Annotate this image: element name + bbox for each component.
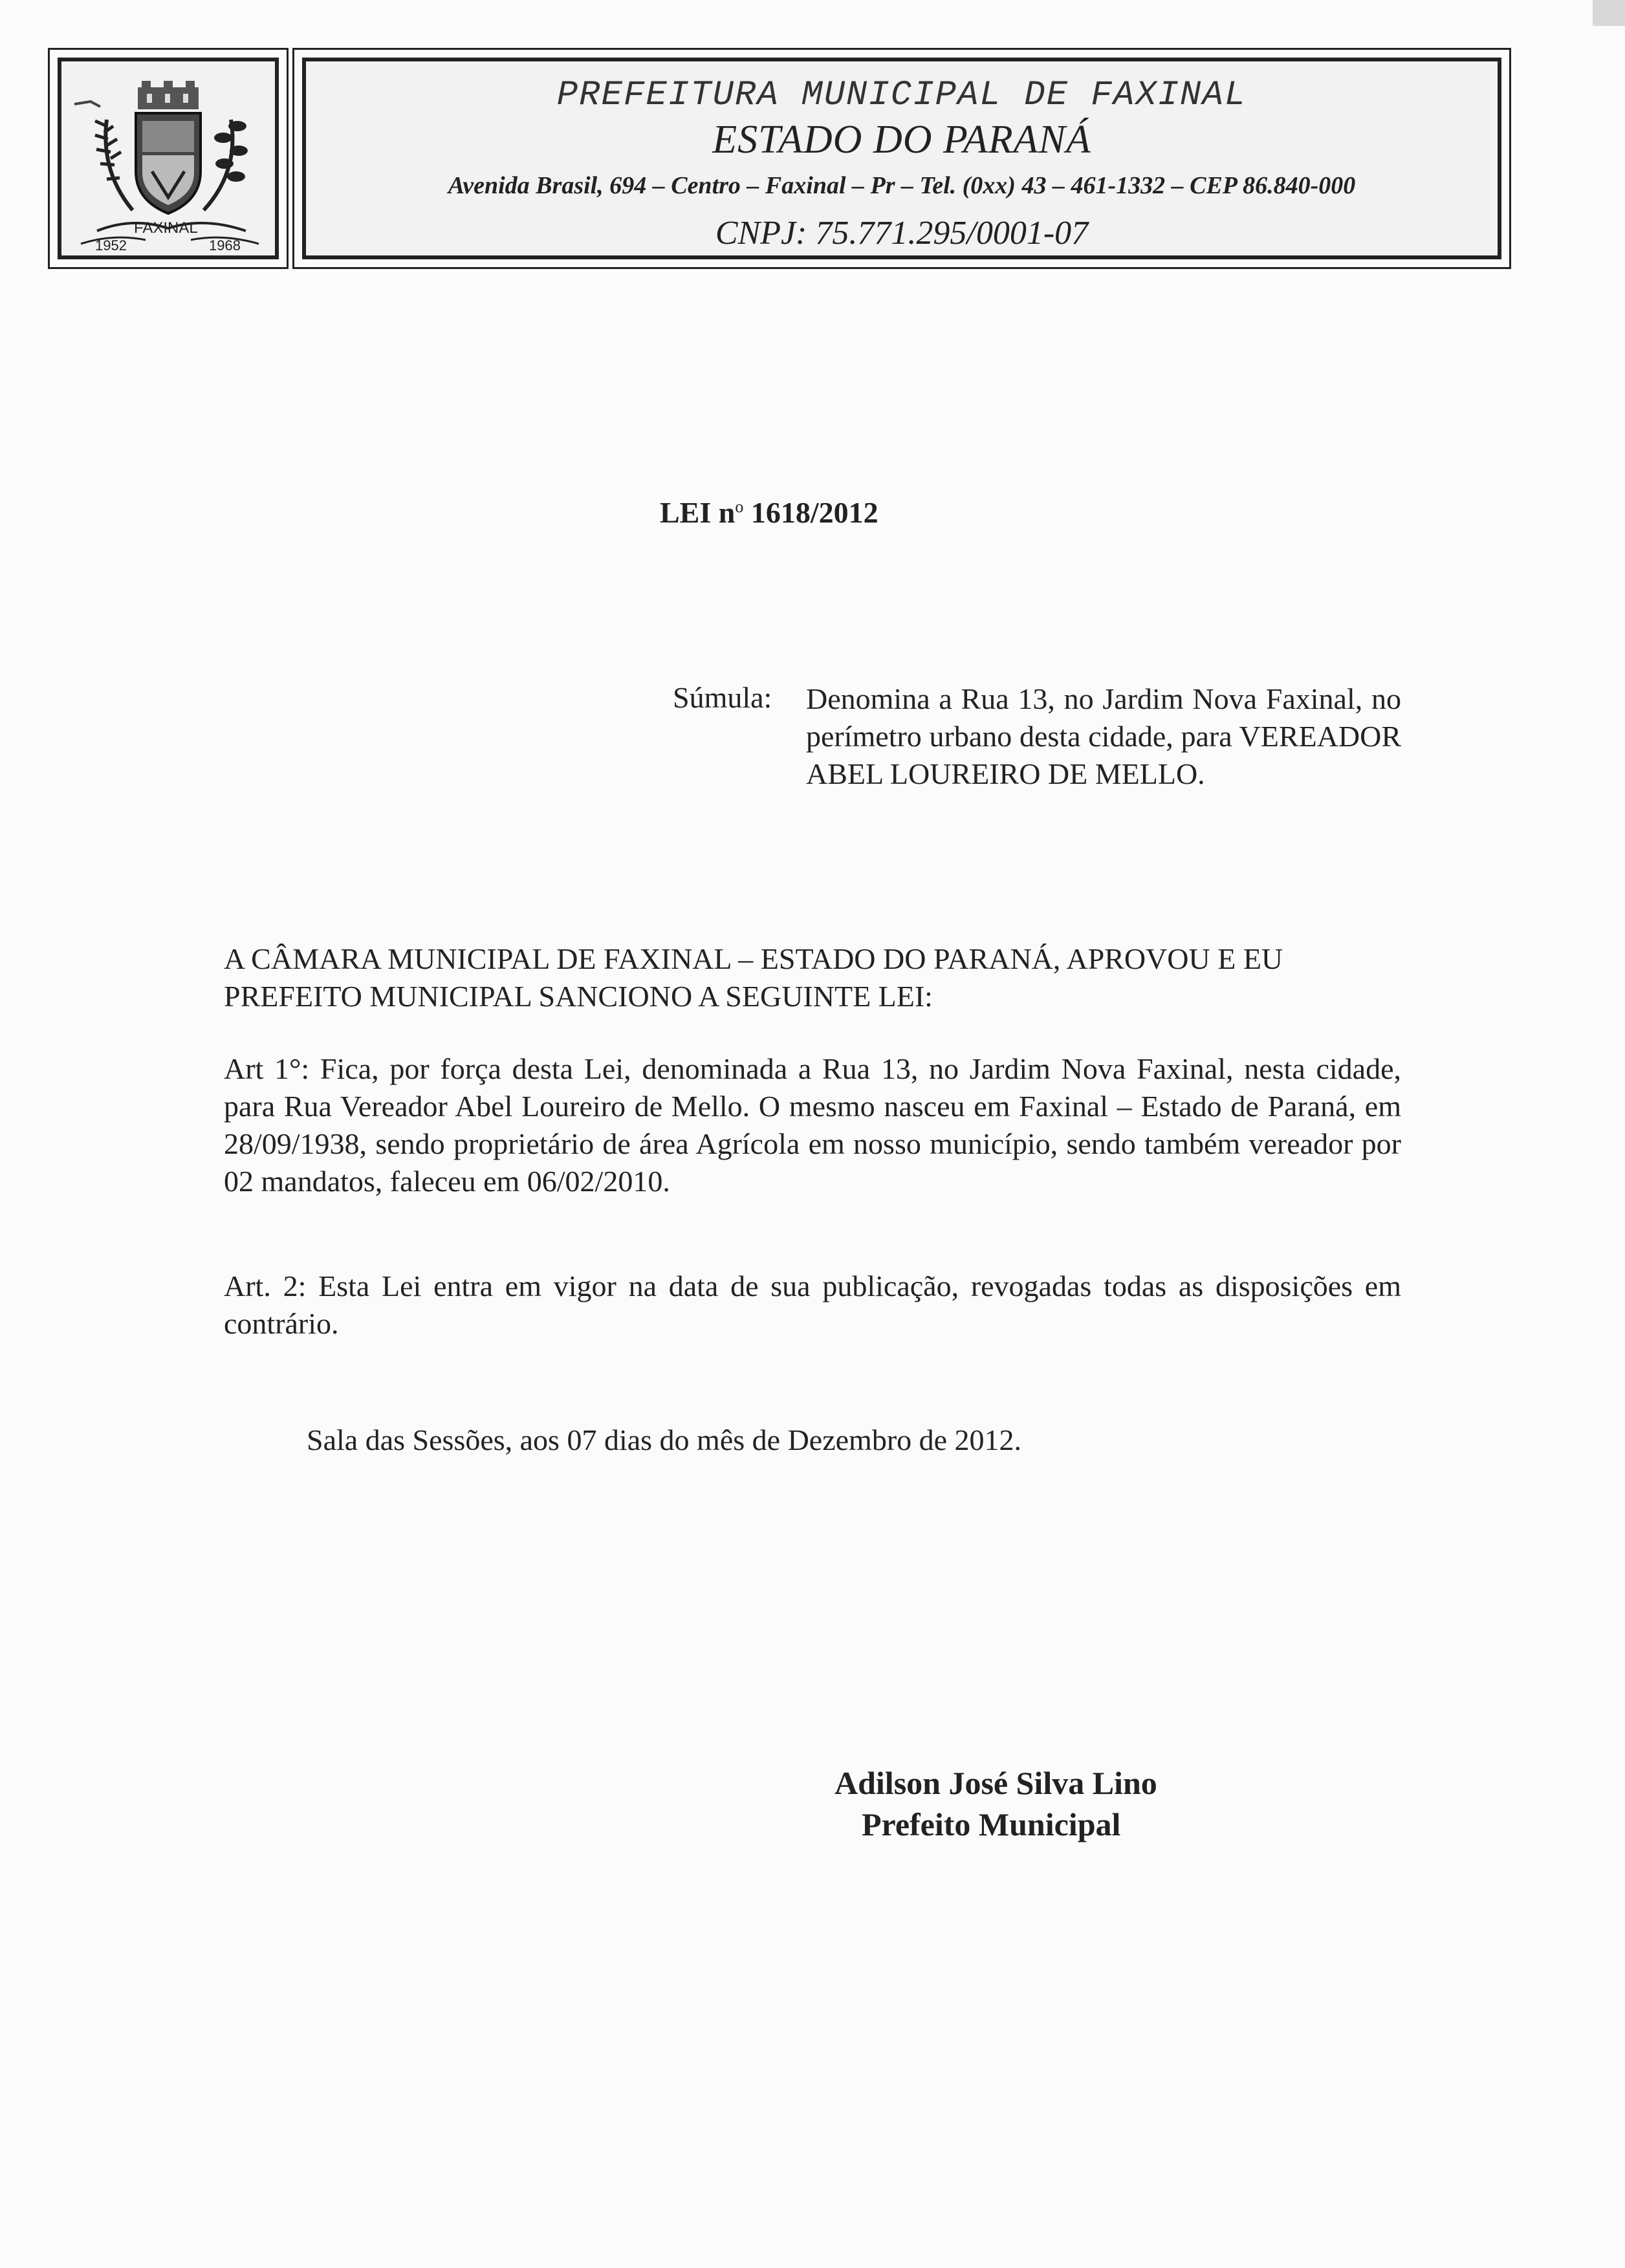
sumula-label: Súmula: xyxy=(673,681,772,714)
crest-frame xyxy=(48,48,289,269)
signatory-name: Adilson José Silva Lino xyxy=(834,1765,1157,1801)
letterhead-title-panel xyxy=(302,58,1501,259)
law-title-number: 1618/2012 xyxy=(743,496,878,529)
sumula-text: Denomina a Rua 13, no Jardim Nova Faxinal, no perímetro urbano desta cidade, para VEREADOR ABEL LOUREIRO DE MELLO. xyxy=(806,682,1401,790)
article-2: Art. 2: Esta Lei entra em vigor na data de sua publicação, revogadas todas as disposições em contrário. xyxy=(224,1269,1401,1340)
address-line: Avenida Brasil, 694 – Centro – Faxinal – Pr – Tel. (0xx) 43 – 461-1332 – CEP 86.840-000 xyxy=(448,172,1356,199)
crest-panel xyxy=(58,58,279,259)
state-name: ESTADO DO PARANÁ xyxy=(712,118,1091,162)
signatory-role: Prefeito Municipal xyxy=(862,1806,1121,1842)
municipality-name: PREFEITURA MUNICIPAL DE FAXINAL xyxy=(556,76,1247,115)
closing-date-line: Sala das Sessões, aos 07 dias do mês de Dezembro de 2012. xyxy=(307,1423,1022,1456)
law-title xyxy=(660,495,878,530)
letterhead xyxy=(48,48,1511,269)
crest-name-label: FAXINAL xyxy=(134,219,198,237)
law-title-ordinal: o xyxy=(735,497,744,516)
law-title-prefix: LEI n xyxy=(660,496,736,529)
crest-year-right: 1968 xyxy=(209,237,241,254)
scan-edge-shadow xyxy=(1593,0,1625,26)
cnpj-line: CNPJ: 75.771.295/0001-07 xyxy=(715,215,1089,252)
letterhead-title-frame xyxy=(292,48,1511,269)
article-1: Art 1°: Fica, por força desta Lei, denominada a Rua 13, no Jardim Nova Faxinal, nesta cidade, para Rua Vereador Abel Loureiro de Mello. O mesmo nasceu em Faxinal – Estado de Paraná, em 28/09/1938, sendo proprietário de área Agrícola em nosso município, sendo também vereador por 02 mandatos, faleceu em 06/02/2010. xyxy=(224,1052,1401,1198)
crest-year-left: 1952 xyxy=(95,237,127,254)
enactment-clause: A CÂMARA MUNICIPAL DE FAXINAL – ESTADO DO PARANÁ, APROVOU E EU PREFEITO MUNICIPAL SANCIONO A SEGUINTE LEI: xyxy=(224,942,1283,1013)
